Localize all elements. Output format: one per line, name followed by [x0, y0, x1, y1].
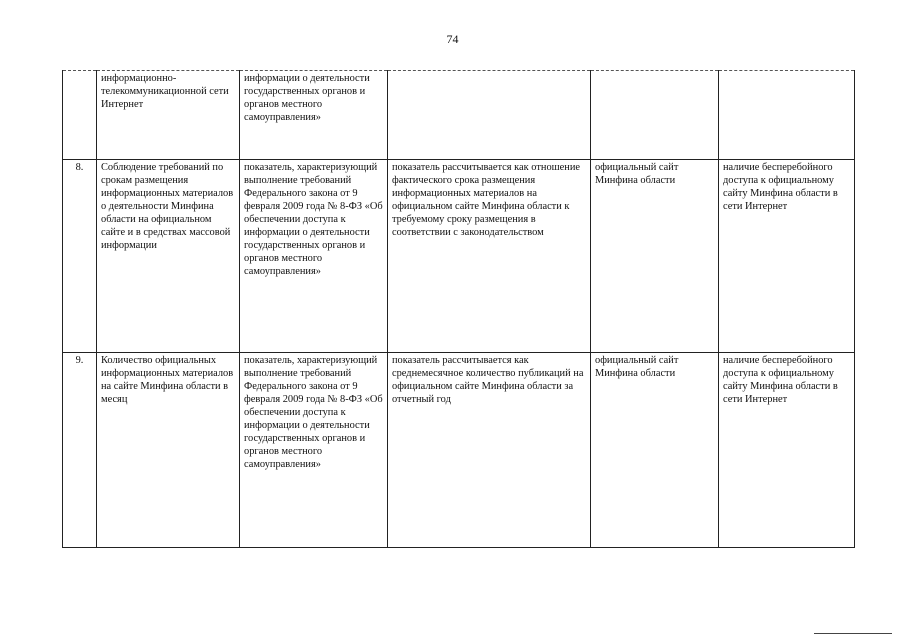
- achievement-criterion: наличие бесперебойного доступа к официальному сайту Минфина области в сети Интернет: [719, 353, 855, 548]
- indicator-characteristic: информации о деятельности государственных органов и органов местного самоуправления»: [240, 71, 388, 160]
- table-row: [63, 160, 855, 353]
- page-number: 74: [446, 32, 459, 46]
- footer-rule: [814, 633, 892, 634]
- achievement-criterion: [719, 71, 855, 160]
- indicator-name: Количество официальных информационных материалов на сайте Минфина области в месяц: [97, 353, 240, 548]
- indicator-name: Соблюдение требований по срокам размещения информационных материалов о деятельности Минфина области на официальном сайте и в средствах массовой информации: [97, 160, 240, 353]
- indicator-characteristic: показатель, характеризующий выполнение требований Федерального закона от 9 февраля 2009 года № 8-ФЗ «Об обеспечении доступа к информации о деятельности государственных органов и органов местного самоуправления»: [240, 160, 388, 353]
- data-source: официальный сайт Минфина области: [591, 160, 719, 353]
- indicators-table: [62, 70, 855, 548]
- table-row: [63, 353, 855, 548]
- calculation-method: показатель рассчитывается как отношение фактического срока размещения информационных материалов на официальном сайте Минфина области к требуемому сроку размещения в соответствии с законодательством: [388, 160, 591, 353]
- indicator-name: информационно-телекоммуникационной сети Интернет: [97, 71, 240, 160]
- row-number: [63, 71, 97, 160]
- row-number: 8.: [63, 160, 97, 353]
- row-number: 9.: [63, 353, 97, 548]
- calculation-method: показатель рассчитывается как среднемесячное количество публикаций на официальном сайте Минфина области за отчетный год: [388, 353, 591, 548]
- data-source: [591, 71, 719, 160]
- calculation-method: [388, 71, 591, 160]
- achievement-criterion: наличие бесперебойного доступа к официальному сайту Минфина области в сети Интернет: [719, 160, 855, 353]
- table-row: [63, 71, 855, 160]
- indicator-characteristic: показатель, характеризующий выполнение требований Федерального закона от 9 февраля 2009 года № 8-ФЗ «Об обеспечении доступа к информации о деятельности государственных органов и органов местного самоуправления»: [240, 353, 388, 548]
- data-source: официальный сайт Минфина области: [591, 353, 719, 548]
